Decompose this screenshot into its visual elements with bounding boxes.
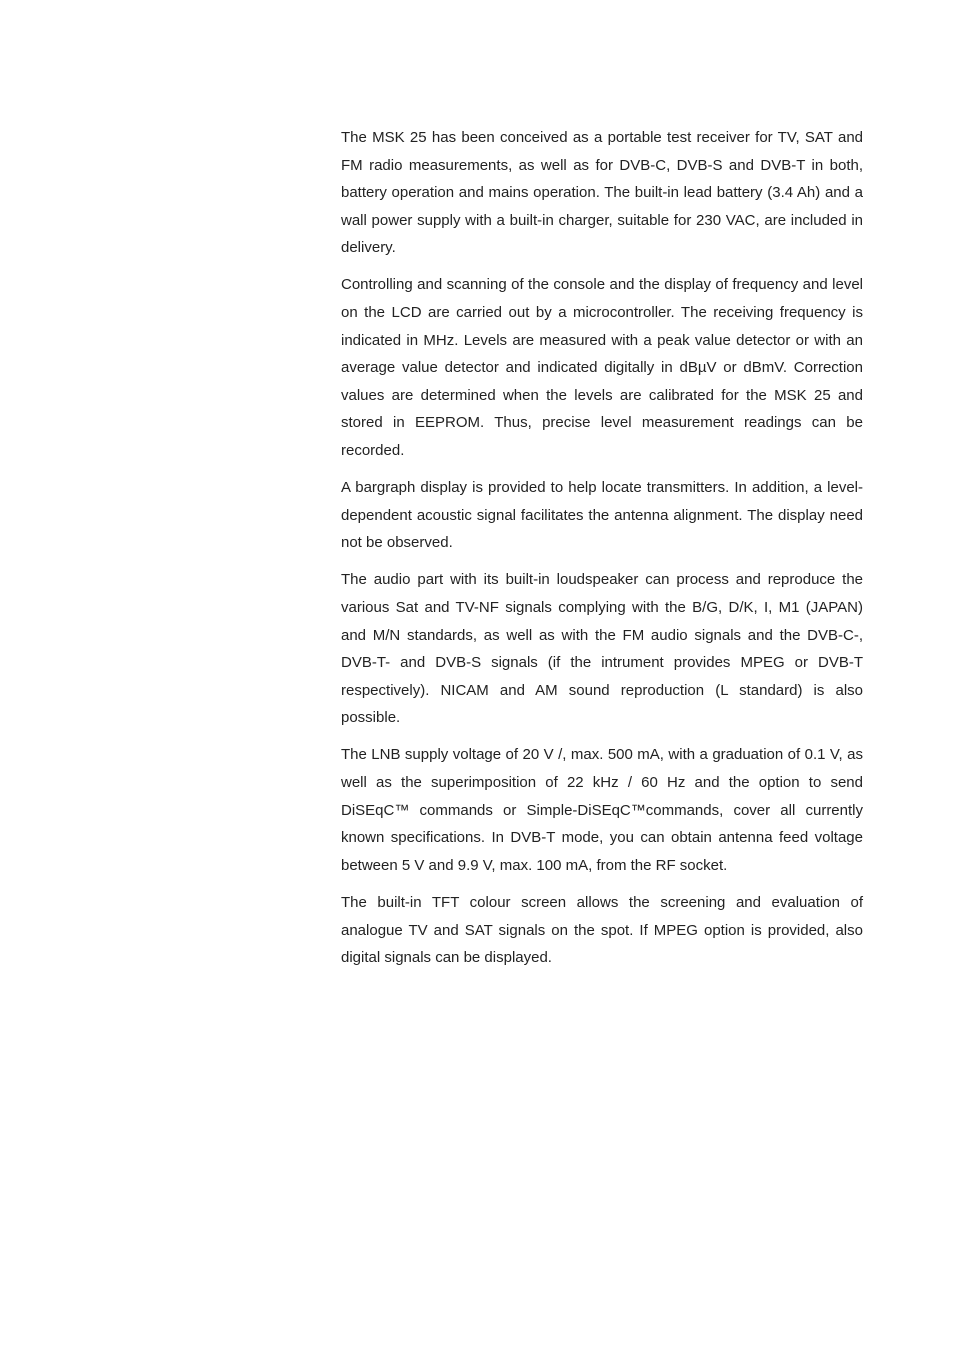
- paragraph-intro: The MSK 25 has been conceived as a portable test receiver for TV, SAT and FM radio measurements, as well as for DVB-C, DVB-S and DVB-T in both, battery operation and mains operation. The built-in lead battery (3.4 Ah) and a wall power supply with a built-in charger, suitable for 230 VAC, are included in delivery.: [341, 129, 863, 257]
- paragraph-audio: The audio part with its built-in loudspeaker can process and reproduce the various Sat and TV-NF signals complying with the B/G, D/K, I, M1 (JAPAN) and M/N standards, as well as with the FM audio signals and the DVB-C-, DVB-T- and DVB-S signals (if the intrument provides MPEG or DVB-T respectively). NICAM and AM sound reproduction (L standard) is also possible.: [341, 571, 863, 727]
- paragraph-lnb-supply: The LNB supply voltage of 20 V /, max. 500 mA, with a graduation of 0.1 V, as well as the superimposition of 22 kHz / 60 Hz and the option to send DiSEqC™ commands or Simple-DiSEqC™commands, cover all currently known specifications. In DVB-T mode, you can obtain antenna feed voltage between 5 V and 9.9 V, max. 100 mA, from the RF socket.: [341, 746, 863, 874]
- body-text-column: [341, 124, 863, 981]
- paragraph-microcontroller: Controlling and scanning of the console and the display of frequency and level on the LCD are carried out by a microcontroller. The receiving frequency is indicated in MHz. Levels are measured with a peak value detector or with an average value detector and indicated digitally in dBµV or dBmV. Correction values are determined when the levels are calibrated for the MSK 25 and stored in EEPROM. Thus, precise level measurement readings can be recorded.: [341, 276, 863, 460]
- paragraph-bargraph: A bargraph display is provided to help locate transmitters. In addition, a level-dependent acoustic signal facilitates the antenna alignment. The display need not be observed.: [341, 479, 863, 552]
- paragraph-tft-screen: The built-in TFT colour screen allows the screening and evaluation of analogue TV and SAT signals on the spot. If MPEG option is provided, also digital signals can be displayed.: [341, 893, 863, 967]
